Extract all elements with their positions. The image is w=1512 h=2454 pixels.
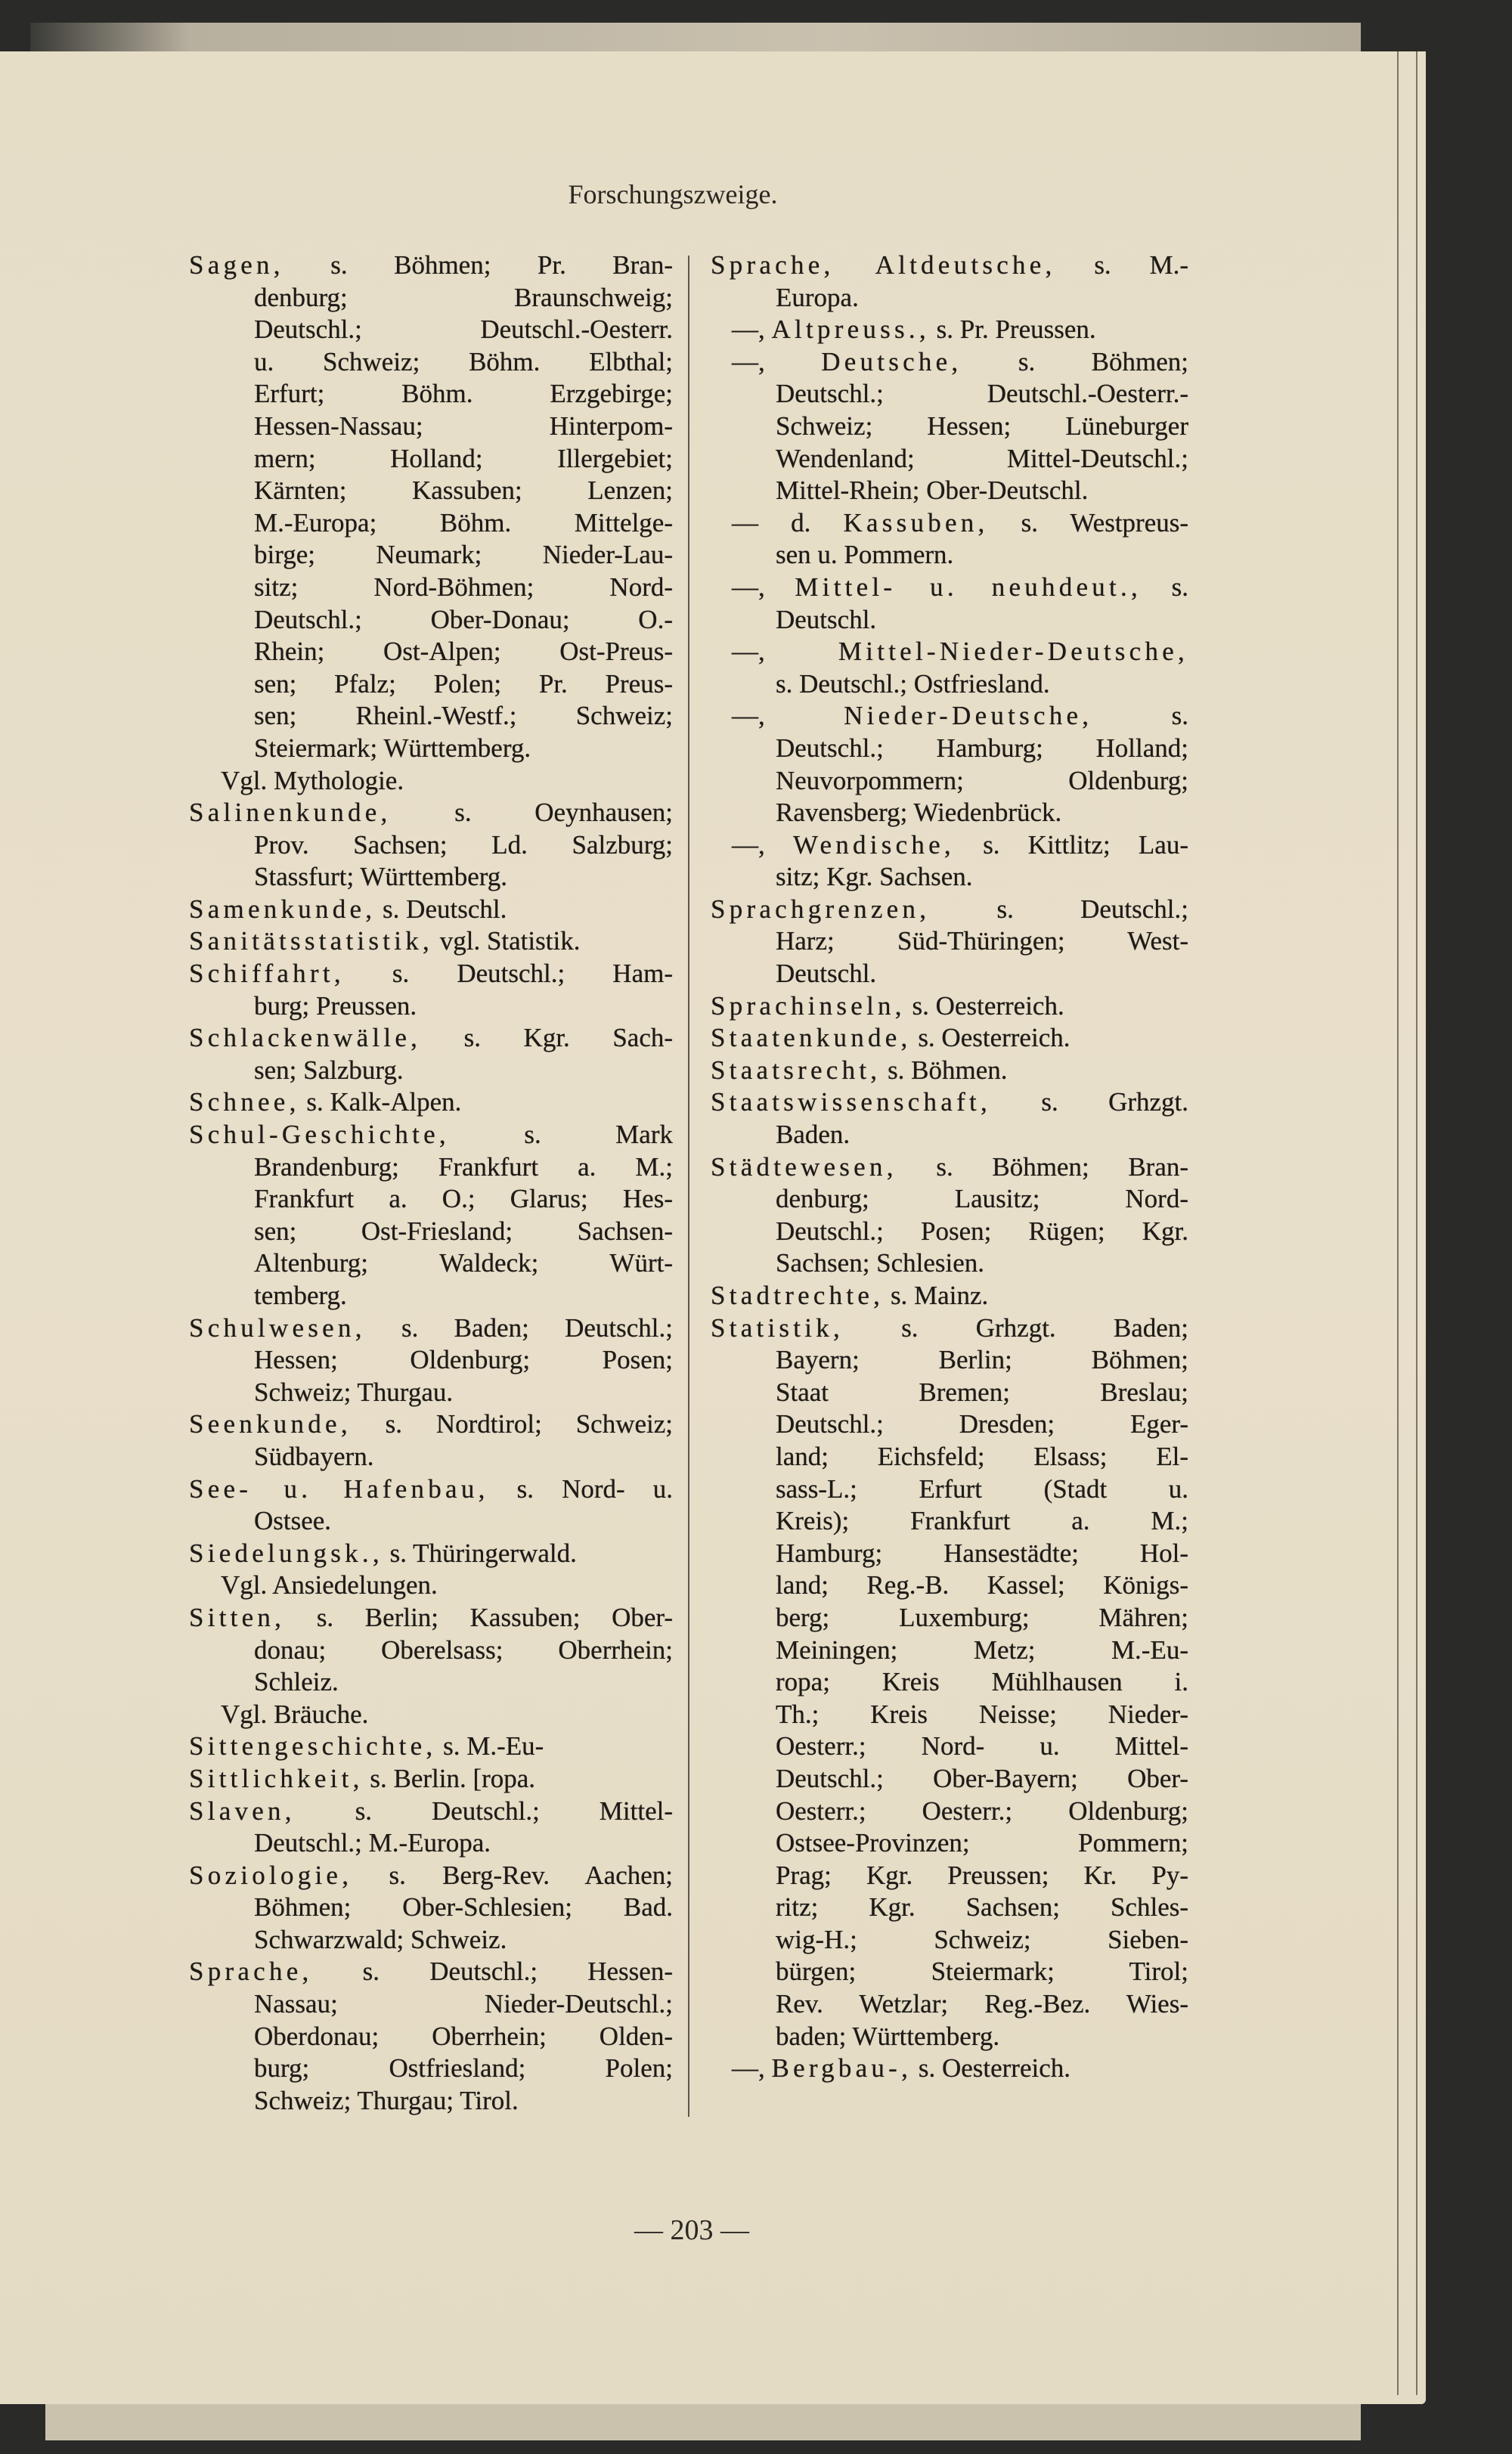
entry-continuation-line: Oesterr.; Nord- u. Mittel- xyxy=(776,1731,1188,1761)
page-edge-line xyxy=(1416,51,1418,2395)
entry-continuation-line: Südbayern. xyxy=(254,1441,374,1471)
entry-continuation-line: Altenburg; Waldeck; Würt- xyxy=(254,1248,673,1278)
index-entry xyxy=(711,346,1188,507)
entry-continuation-line: Deutschl.; Deutschl.-Oesterr. xyxy=(254,314,673,345)
entry-first-line xyxy=(189,958,673,990)
entry-reference: s. Westpreus- xyxy=(1021,507,1189,538)
entry-first-line xyxy=(711,572,1188,604)
entry-continuation-line: sen; Pfalz; Polen; Pr. Preus- xyxy=(254,668,673,699)
entry-continuation-line: Nassau; Nieder-Deutschl.; xyxy=(254,1989,673,2019)
entry-continuation-line: Ravensberg; Wiedenbrück. xyxy=(776,798,1062,828)
entry-first-line xyxy=(189,249,673,282)
entry-first-line xyxy=(189,1602,673,1634)
entry-continuation-line: Neuvorpommern; Oldenburg; xyxy=(776,765,1188,795)
entry-continuation-line: temberg. xyxy=(254,1281,347,1310)
index-entry xyxy=(711,507,1188,572)
entry-reference: s. Thüringerwald. xyxy=(389,1538,577,1568)
entry-first-line xyxy=(711,346,1188,379)
entry-term: Nieder-Deutsche, xyxy=(844,701,1093,731)
entry-continuation-line: Meiningen; Metz; M.-Eu- xyxy=(776,1634,1188,1665)
entry-continuation-line: sen u. Pommern. xyxy=(776,540,954,570)
index-entry xyxy=(711,1151,1188,1280)
index-entry xyxy=(711,990,1188,1023)
entry-continuation-line: Oberdonau; Oberrhein; Olden- xyxy=(254,2021,673,2051)
entry-term: Slaven, xyxy=(189,1796,296,1826)
entry-continuation-line: M.-Europa; Böhm. Mittelge- xyxy=(254,507,673,538)
entry-reference: s. Böhmen; Pr. Bran- xyxy=(330,250,673,280)
entry-term: Sprache, xyxy=(189,1957,313,1987)
entry-dash: —, xyxy=(732,829,765,860)
entry-reference: s. Oesterreich. xyxy=(918,1023,1070,1053)
index-entry xyxy=(189,1538,673,1570)
entry-term: Sanitätsstatistik, xyxy=(189,926,433,956)
entry-term: Sagen, xyxy=(189,250,284,280)
entry-first-line xyxy=(189,1022,673,1055)
entry-reference: s. Berlin. [ropa. xyxy=(370,1763,536,1793)
index-entry xyxy=(189,1086,673,1119)
entry-reference: s. Kittlitz; Lau- xyxy=(983,829,1188,860)
entry-reference: s. Böhmen. xyxy=(888,1055,1008,1085)
entry-reference: s. Nordtirol; Schweiz; xyxy=(385,1409,673,1439)
entry-term: Städtewesen, xyxy=(711,1151,897,1182)
entry-continuation-line: Hessen; Oldenburg; Posen; xyxy=(254,1345,673,1375)
entry-continuation-line: wig-H.; Schweiz; Sieben- xyxy=(776,1924,1188,1954)
entry-reference: s. Deutschl. xyxy=(383,894,507,924)
entry-first-line xyxy=(711,894,1188,926)
entry-first-line xyxy=(711,829,1188,862)
entry-continuation-line: Steiermark; Württemberg. xyxy=(254,733,531,763)
entry-continuation-line: Deutschl.; M.-Europa. xyxy=(254,1828,491,1858)
entry-reference: s. Berlin; Kassuben; Ober- xyxy=(316,1602,673,1632)
index-entry xyxy=(189,1731,673,1763)
entry-continuation-line: ritz; Kgr. Sachsen; Schles- xyxy=(776,1892,1188,1923)
running-header: Forschungszweige. xyxy=(568,179,778,209)
entry-continuation-line: Deutschl.; Posen; Rügen; Kgr. xyxy=(776,1216,1188,1246)
entry-continuation-line: land; Reg.-B. Kassel; Königs- xyxy=(776,1570,1188,1600)
entry-first-line xyxy=(711,1022,1188,1055)
entry-first-line xyxy=(711,1312,1188,1345)
index-entry xyxy=(711,1086,1188,1151)
entry-reference: s. Kalk-Alpen. xyxy=(306,1087,462,1117)
entry-continuation-line: bürgen; Steiermark; Tirol; xyxy=(776,1957,1188,1987)
entry-first-line xyxy=(189,894,673,926)
entry-continuation-line: Böhmen; Ober-Schlesien; Bad. xyxy=(254,1892,673,1923)
entry-term: Sittlichkeit, xyxy=(189,1763,364,1793)
index-entry xyxy=(711,829,1188,894)
entry-reference: s. Deutschl.; Hessen- xyxy=(362,1957,673,1987)
index-entry xyxy=(711,894,1188,990)
entry-term: Stadtrechte, xyxy=(711,1281,885,1310)
column-divider xyxy=(688,256,689,2117)
index-entry xyxy=(711,2053,1188,2085)
entry-dash: —, xyxy=(732,701,765,731)
entry-continuation-line: Prag; Kgr. Preussen; Kr. Py- xyxy=(776,1860,1188,1890)
entry-continuation-line: denburg; Braunschweig; xyxy=(254,282,673,312)
entry-continuation-line: Th.; Kreis Neisse; Nieder- xyxy=(776,1699,1188,1729)
entry-term: Siedelungsk., xyxy=(189,1538,383,1568)
entry-reference: s. Nord- u. xyxy=(516,1473,673,1504)
entry-first-line xyxy=(189,1796,673,1828)
entry-first-line xyxy=(189,1119,673,1151)
entry-term: Schul-Geschichte, xyxy=(189,1120,450,1150)
entry-continuation-line: burg; Preussen. xyxy=(254,990,417,1021)
index-entry xyxy=(189,1408,673,1473)
entry-continuation-line: mern; Holland; Illergebiet; xyxy=(254,443,673,473)
entry-term: Staatenkunde, xyxy=(711,1023,912,1053)
entry-continuation-line: Schweiz; Thurgau; Tirol. xyxy=(254,2085,519,2115)
page-edge-line xyxy=(1397,51,1399,2395)
entry-continuation-line: Baden. xyxy=(776,1120,850,1150)
entry-reference: vgl. Statistik. xyxy=(439,926,581,956)
entry-term: Wendische, xyxy=(793,829,955,860)
entry-continuation-line: Schleiz. xyxy=(254,1667,339,1697)
entry-continuation-line: Rhein; Ost-Alpen; Ost-Preus- xyxy=(254,637,673,667)
entry-first-line xyxy=(711,1086,1188,1119)
index-entry xyxy=(189,797,673,894)
entry-term: Sitten, xyxy=(189,1602,286,1632)
entry-continuation-line: land; Eichsfeld; Elsass; El- xyxy=(776,1441,1188,1471)
entry-reference: s. Deutschl.; Mittel- xyxy=(355,1796,673,1826)
entry-continuation-line: Sachsen; Schlesien. xyxy=(776,1248,985,1278)
index-entry xyxy=(189,1796,673,1860)
entry-continuation-line: birge; Neumark; Nieder-Lau- xyxy=(254,540,673,570)
index-entry xyxy=(189,894,673,926)
cross-reference-note: Vgl. Bräuche. xyxy=(221,1699,369,1729)
entry-reference: s. Böhmen; xyxy=(1018,346,1188,376)
entry-dash: —, xyxy=(732,2053,765,2084)
entry-first-line xyxy=(189,1086,673,1119)
entry-reference: s. Oesterreich. xyxy=(918,2053,1071,2084)
entry-dash: —, xyxy=(732,637,765,667)
entry-continuation-line: Frankfurt a. O.; Glarus; Hes- xyxy=(254,1184,673,1214)
entry-term: Staatsrecht, xyxy=(711,1055,881,1085)
entry-reference: s. M.-Eu- xyxy=(443,1731,544,1761)
index-column-right xyxy=(711,249,1188,2085)
entry-dash: — d. xyxy=(732,507,811,538)
entry-term: Bergbau-, xyxy=(771,2053,912,2084)
index-entry xyxy=(189,1699,673,1731)
entry-continuation-line: Ostsee-Provinzen; Pommern; xyxy=(776,1828,1188,1858)
entry-first-line xyxy=(711,636,1188,668)
page-number: — 203 — xyxy=(634,2214,749,2246)
entry-continuation-line: s. Deutschl.; Ostfriesland. xyxy=(776,668,1050,699)
entry-term: Deutsche, xyxy=(821,346,962,376)
entry-continuation-line: burg; Ostfriesland; Polen; xyxy=(254,2053,673,2084)
entry-term: Salinenkunde, xyxy=(189,798,392,828)
entry-reference: s. M.- xyxy=(1094,250,1189,280)
entry-continuation-line: donau; Oberelsass; Oberrhein; xyxy=(254,1634,673,1665)
entry-reference: s. xyxy=(1171,701,1188,731)
entry-continuation-line: Deutschl. xyxy=(776,959,877,989)
entry-first-line xyxy=(711,249,1188,282)
entry-term: Sittengeschichte, xyxy=(189,1731,437,1761)
entry-term: Schiffahrt, xyxy=(189,959,345,989)
index-entry xyxy=(189,1569,673,1602)
entry-continuation-line: Oesterr.; Oesterr.; Oldenburg; xyxy=(776,1796,1188,1826)
entry-term: Soziologie, xyxy=(189,1860,353,1890)
index-entry xyxy=(189,1119,673,1312)
entry-continuation-line: Deutschl.; Hamburg; Holland; xyxy=(776,733,1188,763)
book-cover-edge xyxy=(30,23,1361,53)
index-column-left xyxy=(189,249,673,2117)
entry-continuation-line: u. Schweiz; Böhm. Elbthal; xyxy=(254,346,673,376)
entry-term: Kassuben, xyxy=(843,507,989,538)
index-entry xyxy=(189,1956,673,2117)
entry-first-line xyxy=(189,1763,673,1796)
index-entry xyxy=(711,1312,1188,2053)
entry-continuation-line: Staat Bremen; Breslau; xyxy=(776,1377,1188,1407)
entry-continuation-line: sen; Salzburg. xyxy=(254,1055,404,1085)
entry-continuation-line: Wendenland; Mittel-Deutschl.; xyxy=(776,443,1188,473)
index-entry xyxy=(189,1602,673,1699)
index-entry xyxy=(189,1763,673,1796)
entry-reference: s. Mainz. xyxy=(890,1281,989,1310)
entry-term: Sprache, Altdeutsche, xyxy=(711,250,1056,280)
entry-first-line xyxy=(189,1731,673,1763)
entry-first-line xyxy=(711,1151,1188,1184)
entry-continuation-line: Harz; Süd-Thüringen; West- xyxy=(776,926,1188,956)
entry-continuation-line: Brandenburg; Frankfurt a. M.; xyxy=(254,1151,673,1182)
entry-term: Sprachinseln, xyxy=(711,990,906,1021)
entry-reference: s. Mark xyxy=(524,1120,673,1150)
entry-continuation-line: Deutschl.; Ober-Donau; O.- xyxy=(254,604,673,634)
entry-continuation-line: sen; Ost-Friesland; Sachsen- xyxy=(254,1216,673,1246)
index-entry xyxy=(711,700,1188,829)
entry-term: Mittel- u. neuhdeut., xyxy=(795,572,1142,602)
index-entry xyxy=(711,1280,1188,1312)
index-entry xyxy=(189,1312,673,1409)
entry-first-line xyxy=(711,507,1188,540)
entry-reference: s. Deutschl.; Ham- xyxy=(392,959,674,989)
entry-continuation-line: Schweiz; Hessen; Lüneburger xyxy=(776,411,1188,441)
entry-continuation-line: Mittel-Rhein; Ober-Deutschl. xyxy=(776,476,1089,506)
entry-first-line xyxy=(711,314,1188,346)
entry-term: Staatswissenschaft, xyxy=(711,1087,991,1117)
entry-term: Samenkunde, xyxy=(189,894,376,924)
entry-continuation-line: Prov. Sachsen; Ld. Salzburg; xyxy=(254,829,673,860)
entry-continuation-line: Kreis); Frankfurt a. M.; xyxy=(776,1506,1188,1536)
entry-term: Statistik, xyxy=(711,1312,844,1343)
entry-first-line xyxy=(189,1408,673,1441)
entry-term: See- u. Hafenbau, xyxy=(189,1473,489,1504)
entry-first-line xyxy=(711,1280,1188,1312)
entry-term: Seenkunde, xyxy=(189,1409,352,1439)
index-entry xyxy=(189,249,673,765)
index-entry xyxy=(189,1022,673,1086)
entry-reference: s. Pr. Preussen. xyxy=(936,314,1096,345)
entry-continuation-line: Deutschl.; Deutschl.-Oesterr.- xyxy=(776,379,1188,409)
entry-continuation-line: sitz; Kgr. Sachsen. xyxy=(776,862,973,892)
entry-continuation-line: sen; Rheinl.-Westf.; Schweiz; xyxy=(254,701,673,731)
index-entry xyxy=(189,765,673,798)
entry-continuation-line: baden; Württemberg. xyxy=(776,2021,1000,2051)
index-entry xyxy=(711,572,1188,636)
entry-term: Mittel-Nieder-Deutsche, xyxy=(838,637,1188,667)
entry-reference: s. Kgr. Sach- xyxy=(463,1023,674,1053)
entry-continuation-line: berg; Luxemburg; Mähren; xyxy=(776,1602,1188,1632)
entry-continuation-line: Hamburg; Hansestädte; Hol- xyxy=(776,1538,1188,1568)
entry-term: Sprachgrenzen, xyxy=(711,894,931,924)
entry-reference: s. Oesterreich. xyxy=(912,990,1064,1021)
entry-continuation-line: Deutschl.; Ober-Bayern; Ober- xyxy=(776,1763,1188,1793)
entry-first-line xyxy=(189,1312,673,1345)
entry-first-line xyxy=(711,700,1188,733)
entry-continuation-line: Bayern; Berlin; Böhmen; xyxy=(776,1345,1188,1375)
entry-continuation-line: Rev. Wetzlar; Reg.-Bez. Wies- xyxy=(776,1989,1188,2019)
entry-first-line xyxy=(189,1956,673,1988)
index-entry xyxy=(711,636,1188,700)
entry-reference: s. Baden; Deutschl.; xyxy=(401,1312,673,1343)
index-entry xyxy=(189,1860,673,1957)
entry-continuation-line: Deutschl.; Dresden; Eger- xyxy=(776,1409,1188,1439)
entry-first-line xyxy=(711,1055,1188,1087)
entry-first-line xyxy=(189,1860,673,1892)
index-entry xyxy=(189,1473,673,1538)
entry-continuation-line: Kärnten; Kassuben; Lenzen; xyxy=(254,476,673,506)
entry-first-line xyxy=(189,925,673,958)
entry-continuation-line: ropa; Kreis Mühlhausen i. xyxy=(776,1667,1188,1697)
entry-reference: s. xyxy=(1171,572,1188,602)
entry-first-line xyxy=(189,1538,673,1570)
entry-first-line xyxy=(189,797,673,829)
entry-reference: s. Böhmen; Bran- xyxy=(936,1151,1189,1182)
entry-continuation-line: Erfurt; Böhm. Erzgebirge; xyxy=(254,379,673,409)
entry-first-line xyxy=(711,2053,1188,2085)
entry-reference: s. Berg-Rev. Aachen; xyxy=(389,1860,673,1890)
entry-continuation-line: Schweiz; Thurgau. xyxy=(254,1377,454,1407)
index-entry xyxy=(711,1055,1188,1087)
entry-term: Schlackenwälle, xyxy=(189,1023,422,1053)
entry-reference: s. Grhzgt. Baden; xyxy=(901,1312,1189,1343)
index-entry xyxy=(711,1022,1188,1055)
index-entry xyxy=(189,925,673,958)
entry-term: Schnee, xyxy=(189,1087,300,1117)
entry-continuation-line: Schwarzwald; Schweiz. xyxy=(254,1924,507,1954)
entry-continuation-line: Ostsee. xyxy=(254,1506,332,1536)
entry-reference: s. Grhzgt. xyxy=(1041,1087,1189,1117)
entry-continuation-line: sitz; Nord-Böhmen; Nord- xyxy=(254,572,673,602)
cross-reference-note: Vgl. Ansiedelungen. xyxy=(221,1570,438,1600)
entry-first-line xyxy=(711,990,1188,1023)
entry-continuation-line: Hessen-Nassau; Hinterpom- xyxy=(254,411,673,441)
index-entry xyxy=(711,249,1188,314)
entry-continuation-line: Stassfurt; Württemberg. xyxy=(254,862,508,892)
entry-term: Altpreuss., xyxy=(771,314,930,345)
entry-term: Schulwesen, xyxy=(189,1312,366,1343)
entry-continuation-line: sass-L.; Erfurt (Stadt u. xyxy=(776,1473,1188,1504)
entry-dash: —, xyxy=(732,572,765,602)
entry-dash: —, xyxy=(732,314,765,345)
index-entry xyxy=(711,314,1188,346)
entry-reference: s. Deutschl.; xyxy=(996,894,1188,924)
entry-continuation-line: denburg; Lausitz; Nord- xyxy=(776,1184,1188,1214)
cross-reference-note: Vgl. Mythologie. xyxy=(221,765,404,795)
entry-continuation-line: Europa. xyxy=(776,282,859,312)
entry-reference: s. Oeynhausen; xyxy=(454,798,673,828)
entry-first-line xyxy=(189,1473,673,1506)
entry-continuation-line: Deutschl. xyxy=(776,604,877,634)
index-entry xyxy=(189,958,673,1022)
entry-dash: —, xyxy=(732,346,765,376)
